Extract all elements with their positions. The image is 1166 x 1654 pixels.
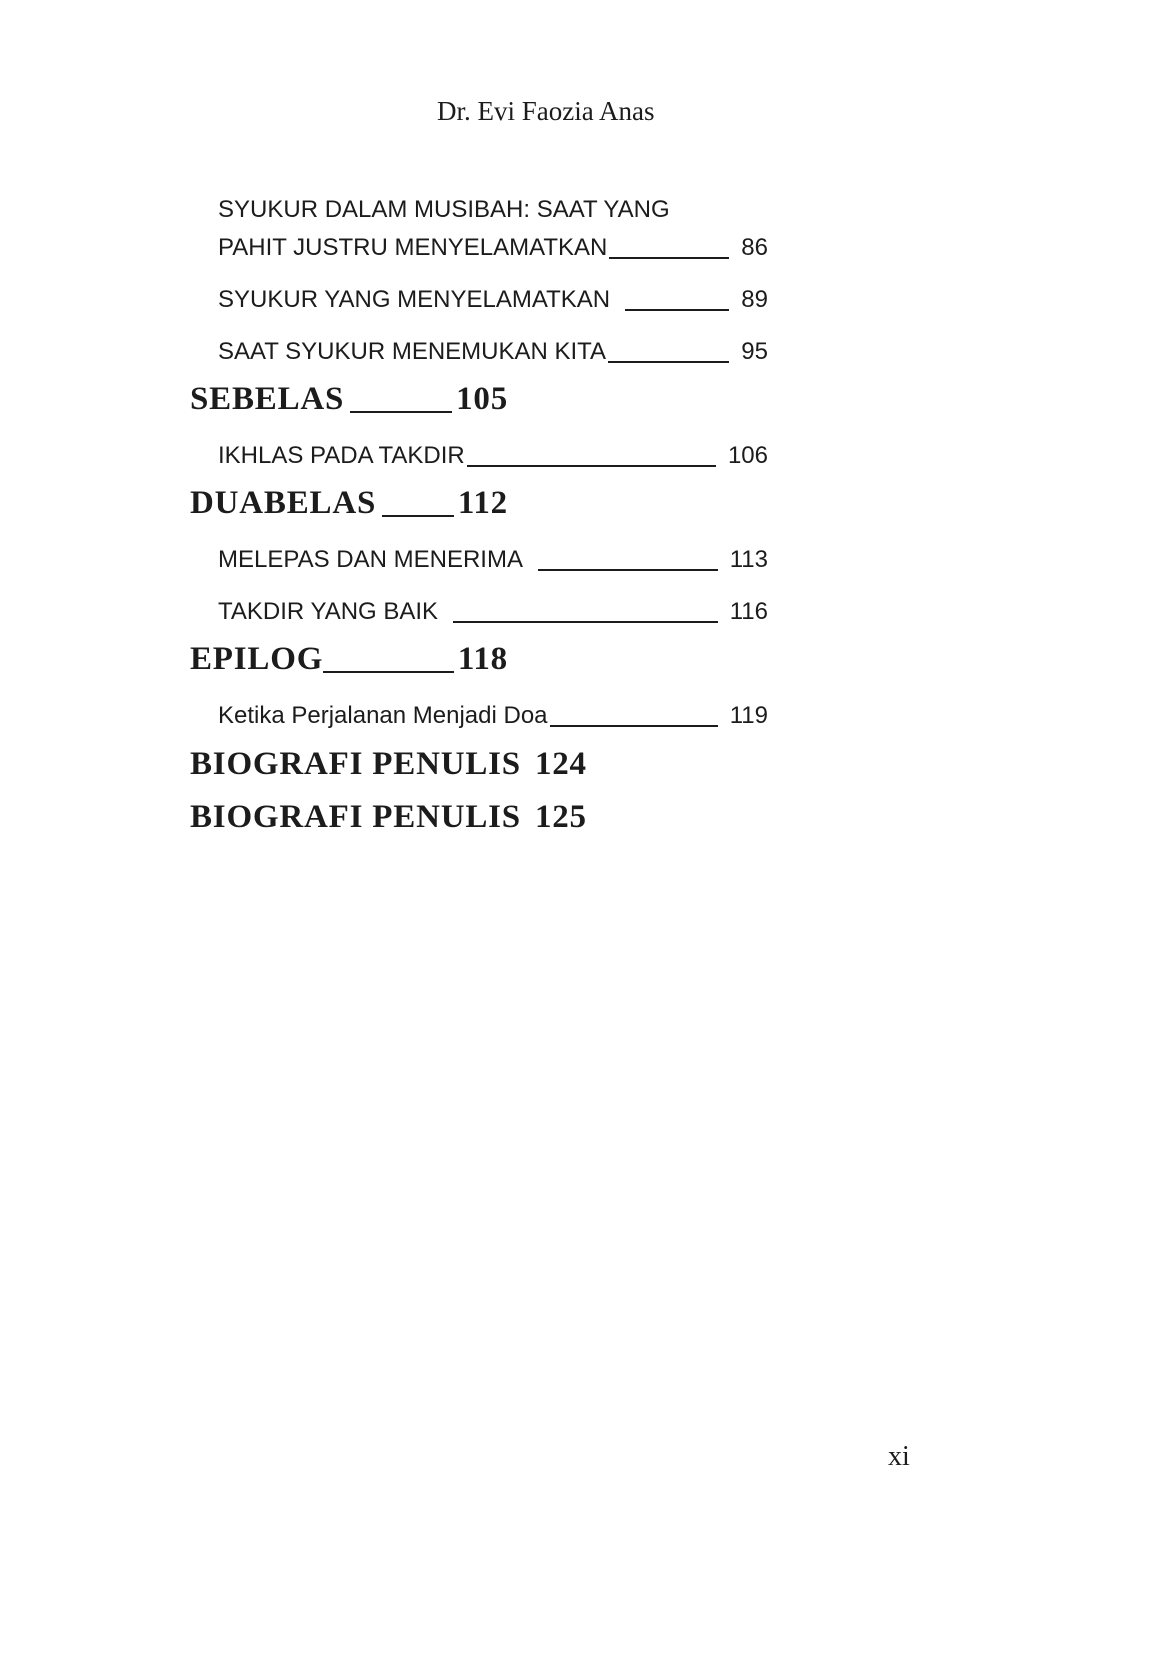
toc-chapter-entry — [190, 468, 508, 520]
toc-page-number: 118 — [457, 641, 508, 677]
toc-page-number: 113 — [729, 546, 768, 573]
toc-page-number: 125 — [534, 799, 587, 835]
leader-line — [323, 671, 454, 673]
leader-line — [609, 257, 729, 259]
toc-entry — [218, 222, 768, 260]
toc-page-number: 86 — [741, 234, 768, 261]
toc-chapter-title: BIOGRAFI PENULIS — [190, 746, 521, 782]
toc-chapter-title: SEBELAS — [190, 381, 345, 417]
page-number: xi — [888, 1441, 910, 1472]
toc-chapter-entry — [190, 624, 508, 676]
toc-entry-title: SYUKUR DALAM MUSIBAH: SAAT YANG — [218, 196, 670, 223]
leader-line — [608, 361, 729, 363]
toc-page-number: 124 — [534, 746, 587, 782]
toc-page-number: 106 — [727, 442, 768, 469]
leader-line — [350, 411, 452, 413]
toc-entry — [218, 312, 768, 364]
toc-page-number: 89 — [741, 286, 768, 313]
toc-entry — [218, 676, 768, 728]
toc-entry-title-line — [218, 184, 768, 222]
toc-entry-title: PAHIT JUSTRU MENYELAMATKAN — [218, 234, 608, 261]
leader-line — [453, 621, 718, 623]
toc-entry — [218, 260, 768, 312]
toc-entry-title: SYUKUR YANG MENYELAMATKAN — [218, 286, 611, 313]
toc-chapter-entry — [190, 781, 810, 834]
toc-page-number: 105 — [456, 381, 508, 417]
running-header: Dr. Evi Faozia Anas — [437, 96, 655, 126]
toc-page-number: 95 — [741, 338, 768, 365]
toc-entry-title: SAAT SYUKUR MENEMUKAN KITA — [218, 338, 607, 365]
toc-entry-title: Ketika Perjalanan Menjadi Doa — [218, 702, 548, 729]
toc-chapter-entry — [190, 364, 508, 416]
leader-line — [538, 569, 718, 571]
toc-page-number: 116 — [729, 598, 768, 625]
toc-entry-title: MELEPAS DAN MENERIMA — [218, 546, 523, 573]
leader-line — [382, 515, 454, 517]
toc-entry-title: TAKDIR YANG BAIK — [218, 598, 439, 625]
toc-entry — [218, 520, 768, 572]
toc-chapter-title: BIOGRAFI PENULIS — [190, 799, 521, 835]
toc-chapter-title: EPILOG — [190, 641, 324, 677]
toc-entry — [218, 572, 768, 624]
leader-line — [625, 309, 729, 311]
leader-line — [467, 465, 716, 467]
toc-page-number: 112 — [457, 485, 508, 521]
toc-entry-title: IKHLAS PADA TAKDIR — [218, 442, 465, 469]
toc-chapter-title: DUABELAS — [190, 485, 377, 521]
toc-entry — [218, 416, 768, 468]
toc-chapter-entry — [190, 728, 810, 781]
toc-page-number: 119 — [729, 702, 768, 729]
leader-line — [550, 725, 718, 727]
table-of-contents — [190, 184, 810, 834]
